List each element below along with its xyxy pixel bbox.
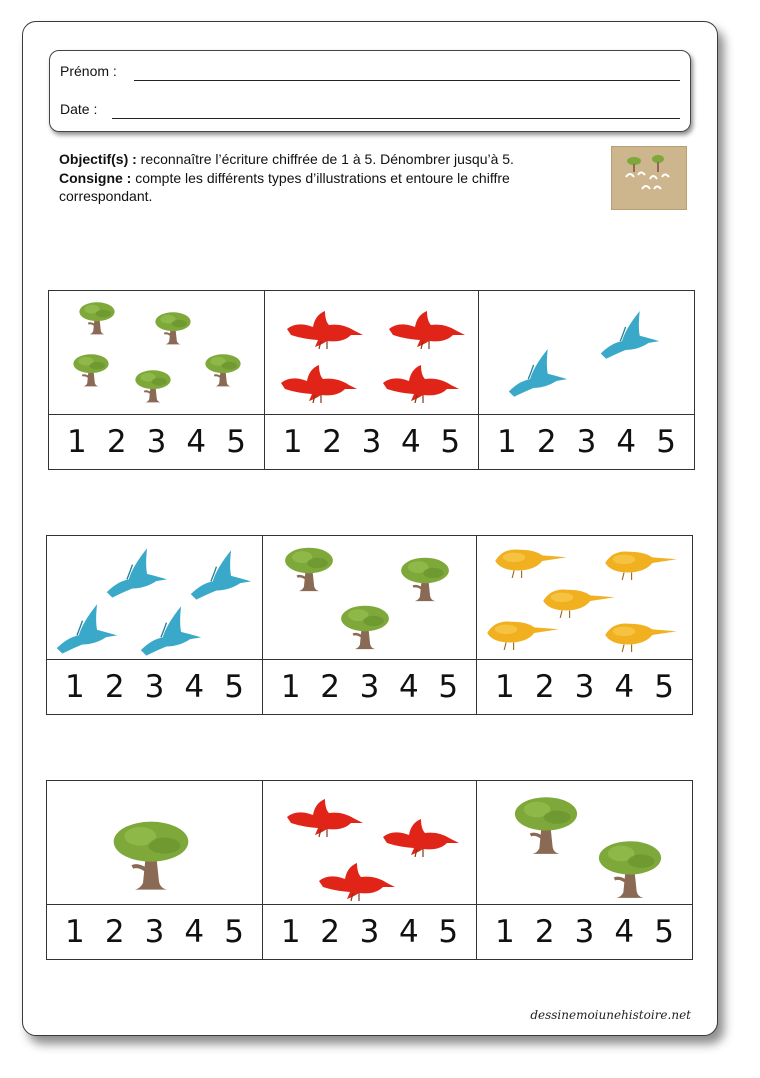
number-choice-1[interactable]: 1: [495, 914, 515, 950]
objective-line: [59, 150, 605, 169]
counting-row-3: [46, 780, 693, 960]
tree-picture: [337, 604, 393, 650]
number-choice-4[interactable]: 4: [186, 424, 207, 460]
number-choice-5[interactable]: 5: [438, 669, 459, 705]
number-choices: [265, 415, 479, 469]
number-choice-2[interactable]: 2: [104, 669, 125, 705]
red-bird-picture: [381, 817, 461, 857]
tree-picture: [149, 311, 197, 345]
number-choice-2[interactable]: 2: [534, 914, 555, 950]
number-choice-3[interactable]: 3: [574, 669, 595, 705]
number-choice-4[interactable]: 4: [616, 424, 637, 460]
tree-picture: [199, 353, 247, 387]
number-choice-5[interactable]: 5: [224, 669, 244, 705]
number-choice-3[interactable]: 3: [574, 914, 595, 950]
red-bird-picture: [285, 309, 365, 349]
blue-bird-picture: [139, 604, 203, 656]
date-write-line[interactable]: [112, 118, 680, 119]
book-cover-image: [611, 146, 687, 210]
number-choice-1[interactable]: 1: [65, 914, 85, 950]
blue-bird-picture: [599, 309, 661, 359]
number-choice-1[interactable]: 1: [280, 669, 301, 705]
date-label: Date :: [60, 101, 98, 117]
number-choice-2[interactable]: 2: [106, 424, 127, 460]
number-choice-5[interactable]: 5: [654, 669, 674, 705]
number-choice-1[interactable]: 1: [65, 669, 85, 705]
objective-text: reconnaître l’écriture chiffrée de 1 à 5. Dénombrer jusqu’à 5.: [136, 151, 514, 167]
yellow-bird-picture: [601, 620, 681, 652]
red-bird-picture: [285, 797, 365, 837]
number-choice-5[interactable]: 5: [438, 914, 459, 950]
number-choice-3[interactable]: 3: [144, 914, 165, 950]
name-date-box: [49, 50, 691, 132]
red-bird-picture: [387, 309, 467, 349]
picture-cell-tree: [49, 291, 265, 415]
blue-bird-picture: [507, 347, 569, 397]
worksheet: [22, 21, 718, 1036]
number-choice-4[interactable]: 4: [614, 669, 635, 705]
picture-cell-blue-bird: [47, 536, 263, 660]
number-choice-1[interactable]: 1: [67, 424, 87, 460]
number-choice-2[interactable]: 2: [534, 669, 555, 705]
counting-row-2: [46, 535, 693, 715]
consigne-text: compte les différents types d’illustrations et entoure le chiffre correspondant.: [59, 169, 510, 204]
instructions: [59, 150, 605, 206]
date-row: [60, 101, 680, 121]
red-bird-picture: [279, 363, 359, 403]
number-choice-2[interactable]: 2: [320, 669, 340, 705]
tree-picture: [509, 795, 583, 855]
number-choice-4[interactable]: 4: [184, 914, 205, 950]
number-choice-4[interactable]: 4: [614, 914, 635, 950]
number-choice-3[interactable]: 3: [144, 669, 165, 705]
number-choices: [47, 660, 263, 714]
number-choice-5[interactable]: 5: [226, 424, 246, 460]
tree-picture: [397, 556, 453, 602]
consigne-label: Consigne :: [59, 169, 132, 186]
tree-picture: [281, 546, 337, 592]
yellow-bird-picture: [601, 548, 681, 580]
blue-bird-picture: [55, 602, 119, 654]
red-bird-picture: [317, 861, 397, 901]
picture-cell-blue-bird: [479, 291, 694, 415]
footer-site: dessinemoiunehistoire.net: [530, 1008, 691, 1022]
tree-picture: [593, 839, 667, 899]
prenom-write-line[interactable]: [134, 80, 680, 81]
number-choice-3[interactable]: 3: [359, 914, 380, 950]
tree-picture: [129, 369, 177, 403]
red-bird-picture: [381, 363, 461, 403]
number-choice-2[interactable]: 2: [322, 424, 342, 460]
number-choice-4[interactable]: 4: [401, 424, 421, 460]
yellow-bird-picture: [491, 546, 571, 578]
number-choice-3[interactable]: 3: [359, 669, 380, 705]
number-choice-1[interactable]: 1: [282, 424, 303, 460]
number-choice-5[interactable]: 5: [440, 424, 461, 460]
number-choices: [477, 905, 692, 959]
number-choice-1[interactable]: 1: [497, 424, 517, 460]
number-choice-1[interactable]: 1: [280, 914, 301, 950]
number-choices: [47, 905, 263, 959]
number-choices: [263, 905, 477, 959]
number-choice-4[interactable]: 4: [184, 669, 205, 705]
picture-cell-tree: [477, 781, 692, 905]
number-choice-5[interactable]: 5: [656, 424, 676, 460]
number-choice-2[interactable]: 2: [104, 914, 125, 950]
tree-picture: [109, 819, 193, 891]
consigne-line: [59, 169, 605, 206]
number-choice-2[interactable]: 2: [536, 424, 557, 460]
tree-picture: [67, 353, 115, 387]
counting-row-1: [48, 290, 695, 470]
picture-cell-red-bird: [263, 781, 477, 905]
number-choice-3[interactable]: 3: [361, 424, 382, 460]
picture-cell-red-bird: [265, 291, 479, 415]
yellow-bird-picture: [483, 618, 563, 650]
prenom-row: [60, 63, 680, 83]
number-choices: [263, 660, 477, 714]
number-choices: [49, 415, 265, 469]
picture-cell-tree: [47, 781, 263, 905]
prenom-label: Prénom :: [60, 63, 117, 79]
number-choices: [477, 660, 692, 714]
blue-bird-picture: [189, 548, 253, 600]
number-choice-2[interactable]: 2: [320, 914, 340, 950]
number-choice-4[interactable]: 4: [399, 669, 419, 705]
yellow-bird-picture: [539, 586, 619, 618]
number-choice-5[interactable]: 5: [224, 914, 244, 950]
picture-cell-tree: [263, 536, 477, 660]
number-choice-3[interactable]: 3: [576, 424, 597, 460]
number-choice-3[interactable]: 3: [146, 424, 167, 460]
number-choice-5[interactable]: 5: [654, 914, 674, 950]
number-choice-4[interactable]: 4: [399, 914, 419, 950]
objective-label: Objectif(s) :: [59, 151, 137, 167]
number-choices: [479, 415, 694, 469]
picture-cell-yellow-bird: [477, 536, 692, 660]
tree-picture: [73, 301, 121, 335]
number-choice-1[interactable]: 1: [495, 669, 515, 705]
blue-bird-picture: [105, 546, 169, 598]
